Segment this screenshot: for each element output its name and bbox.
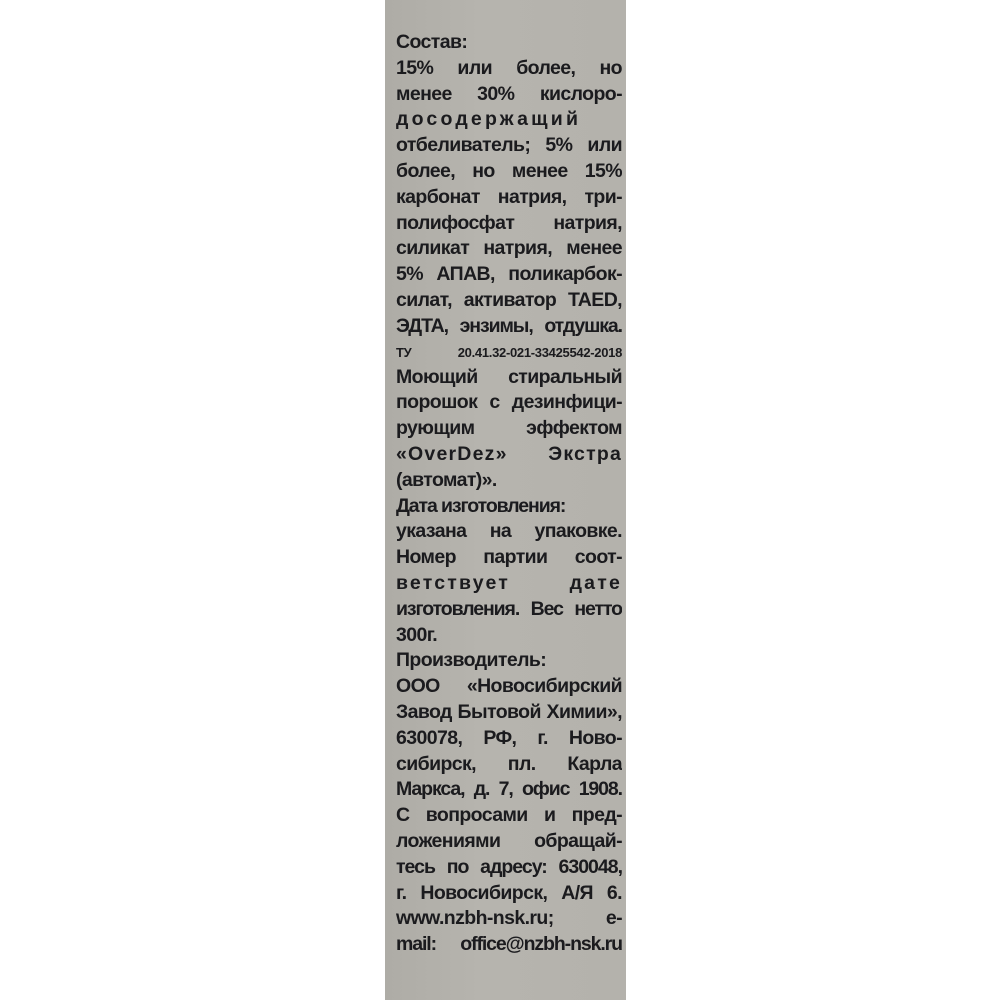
composition-line: ЭДТА, энзимы, отдушка. — [396, 314, 622, 337]
manufacture-line: 300г. — [396, 623, 438, 646]
composition-line: полифосфат натрия, — [396, 211, 622, 234]
composition-line: 5% АПАВ, поликарбок- — [396, 263, 622, 286]
composition-line: более, но менее 15% — [396, 159, 622, 182]
composition-line: досодержащий — [396, 108, 582, 131]
producer-line: сибирск, пл. Карла — [396, 752, 622, 775]
composition-line: силикат натрия, менее — [396, 237, 622, 260]
manufacture-heading: Дата изготовления: — [396, 494, 566, 517]
producer-line: mail: office@nzbh-nsk.ru — [396, 933, 622, 956]
composition-line: силат, активатор TAED, — [396, 288, 622, 311]
manufacture-line: ветствует дате — [396, 571, 622, 594]
spec-code: ТУ 20.41.32-021-33425542-2018 — [396, 344, 622, 360]
producer-line: ООО «Новосибирский — [396, 675, 622, 698]
composition-line: 15% или более, но — [396, 56, 622, 79]
producer-line: www.nzbh-nsk.ru; e- — [396, 907, 622, 930]
manufacture-line: указана на упаковке. — [396, 520, 622, 543]
product-name-line: рующим эффектом — [396, 417, 622, 440]
product-label-panel — [385, 0, 626, 1000]
product-name-line: (автомат)». — [396, 468, 497, 491]
product-name-line: «OverDez» Экстра — [396, 442, 622, 465]
composition-line: карбонат натрия, три- — [396, 185, 622, 208]
product-name-line: порошок с дезинфици- — [396, 391, 622, 414]
composition-heading: Состав: — [396, 31, 468, 53]
product-name-line: Моющий стиральный — [396, 365, 622, 388]
manufacture-line: Номер партии соот- — [396, 546, 622, 569]
composition-line: менее 30% кислоро- — [396, 82, 622, 105]
producer-line: тесь по адресу: 630048, — [396, 855, 622, 878]
producer-heading: Производитель: — [396, 649, 547, 672]
label-text-column — [396, 30, 622, 958]
producer-line: 630078, РФ, г. Ново- — [396, 726, 622, 749]
composition-line: отбеливатель; 5% или — [396, 134, 622, 157]
producer-line: Завод Бытовой Химии», — [396, 700, 622, 723]
producer-line: г. Новосибирск, А/Я 6. — [396, 881, 622, 904]
producer-line: С вопросами и пред- — [396, 804, 622, 827]
producer-line: Маркса, д. 7, офис 1908. — [396, 778, 622, 801]
manufacture-line: изготовления. Вес нетто — [396, 597, 622, 620]
producer-line: ложениями обращай- — [396, 829, 622, 852]
